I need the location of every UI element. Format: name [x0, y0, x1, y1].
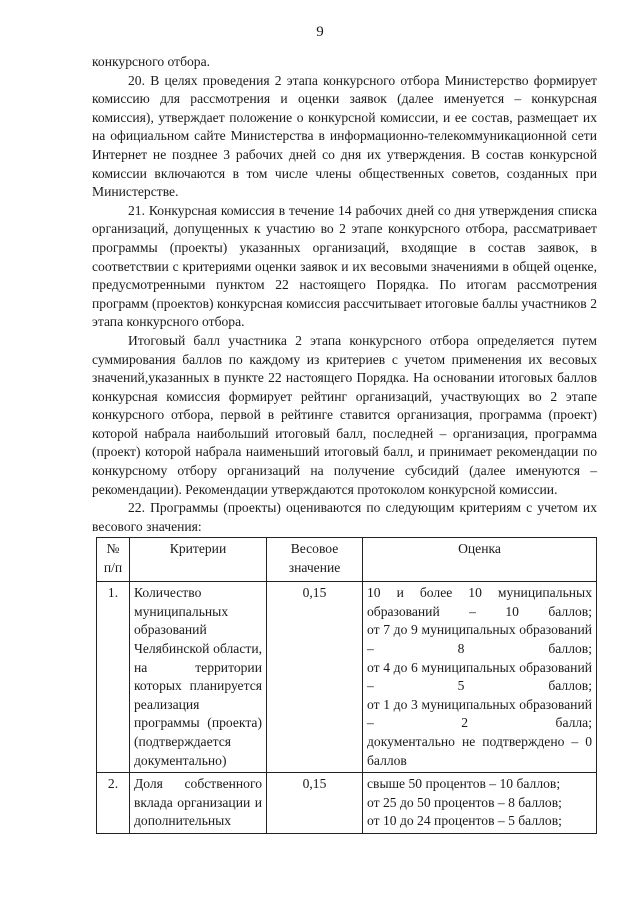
score-line: от 25 до 50 процентов – 8 баллов; — [367, 794, 562, 810]
score-line: документально не подтверждено – 0 баллов — [367, 733, 592, 768]
header-weight: Весовое значение — [267, 538, 363, 582]
row-score — [363, 773, 597, 834]
criteria-table — [96, 537, 597, 834]
header-criteria: Критерии — [130, 538, 267, 582]
row-criteria: Доля собственного вклада организации и дополнительных — [130, 773, 267, 834]
score-line: от 7 до 9 муниципальных образований – 8 баллов; — [367, 622, 592, 656]
row-num: 1. — [97, 582, 130, 773]
score-line: от 10 до 24 процентов – 5 баллов; — [367, 813, 562, 829]
paragraph-20: 20. В целях проведения 2 этапа конкурсного отбора Министерство формирует комиссию для рассмотрения и оценки заявок (далее именуется – конкурсная комиссия), утверждает положение о конкурсной комиссии, и ее состав, размещает их на официальном сайте Министерства в информационно-телекоммуникационной сети Интернет не позднее 3 рабочих дней со дня их утверждения. В состав конкурсной комиссии включаются в том числе члены общественных советов, созданных при Министерстве. — [92, 72, 597, 200]
score-line: от 4 до 6 муниципальных образований – 5 баллов; — [367, 659, 592, 694]
paragraph-21: 21. Конкурсная комиссия в течение 14 рабочих дней со дня утверждения списка организаций, допущенных к участию во 2 этапе конкурсного отбора, рассматривает программы (проекты) указанных организаций, входящие в состав заявок, в соответствии с критериями оценки заявок и их весовыми значениями в общей оценке, предусмотренными пунктом 22 настоящего Порядка. По итогам рассмотрения программ (проектов) конкурсная комиссия рассчитывает итоговые баллы участников 2 этапа конкурсного отбора. — [92, 202, 597, 330]
row-criteria: Количество муниципальных образований Челябинской области, на территории которых планируется реализация программы (проекта) (подтверждается документально) — [130, 582, 267, 773]
row-score — [363, 582, 597, 773]
paragraph-continuation: конкурсного отбора. — [92, 54, 211, 69]
score-line: 10 и более 10 муниципальных образований – 10 баллов; — [367, 585, 592, 619]
table-header-row — [97, 538, 597, 582]
table-row — [97, 773, 597, 834]
row-weight: 0,15 — [267, 773, 363, 834]
paragraph-final-score: Итоговый балл участника 2 этапа конкурсного отбора определяется путем суммирования баллов по каждому из критериев с учетом применения их весовых значений,указанных в пункте 22 настоящего Порядка. На основании итоговых баллов конкурсная комиссия формирует рейтинг организаций, участвующих во 2 этапе конкурсного отбора, первой в рейтинге ставится организация, программа (проект) которой набрала наибольший итоговый балл, последней – организация, программа (проект) которой набрала наименьший итоговый балл, и принимает рекомендации по конкурсному отбору организаций на получение субсидий (далее именуются – рекомендации). Рекомендации утверждаются протоколом конкурсной комиссии. — [92, 332, 597, 497]
table-row — [97, 582, 597, 773]
row-weight: 0,15 — [267, 582, 363, 773]
page-number: 9 — [316, 24, 324, 40]
header-num: № п/п — [97, 538, 130, 582]
score-line: свыше 50 процентов – 10 баллов; — [367, 776, 561, 792]
header-score: Оценка — [363, 538, 597, 582]
paragraph-22: 22. Программы (проекты) оцениваются по следующим критериям с учетом их весового значения: — [92, 500, 597, 534]
row-num: 2. — [97, 773, 130, 834]
score-line: от 1 до 3 муниципальных образований – 2 балла; — [367, 696, 592, 731]
document-body — [92, 53, 597, 536]
